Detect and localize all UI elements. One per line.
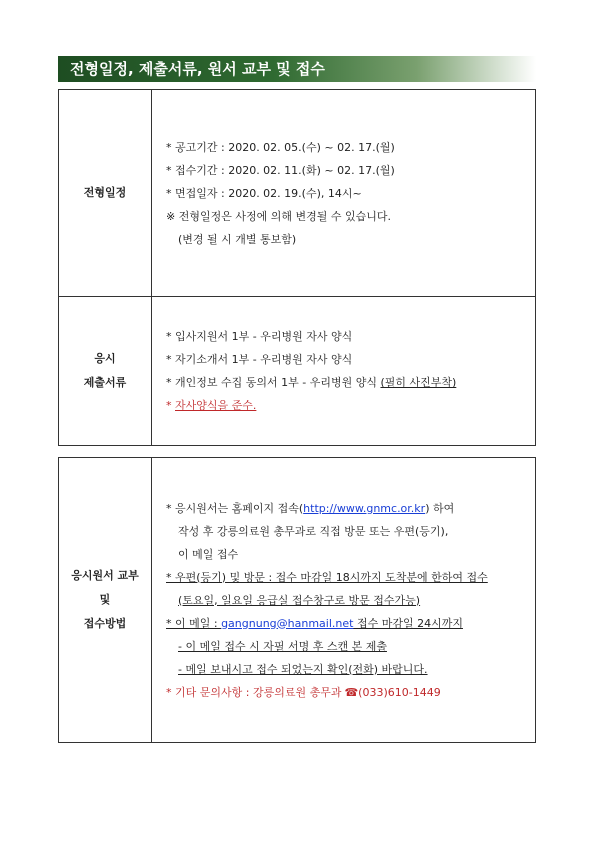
application-email-prefix: * 이 메일 : <box>166 616 222 630</box>
application-email-note: - 메일 보내시고 접수 되었는지 확인(전화) 바랍니다. <box>178 662 428 676</box>
document-note-bullet: * <box>166 399 175 412</box>
application-row <box>59 458 536 743</box>
application-email-note: - 이 메일 접수 시 자필 서명 후 스캔 본 제출 <box>178 639 387 653</box>
application-homepage-line <box>166 497 534 520</box>
schedule-note: ※ 전형일정은 사정에 의해 변경될 수 있습니다. <box>166 209 391 223</box>
documents-label-line1: 응시 <box>94 352 116 365</box>
phone-number: ☎(033)610-1449 <box>344 685 441 699</box>
schedule-line: * 면접일자 : 2020. 02. 19.(수), 14시~ <box>166 186 362 200</box>
form-compliance-note: 자사양식을 준수. <box>175 399 257 412</box>
application-label <box>59 458 152 743</box>
schedule-label-text: 전형일정 <box>83 186 127 199</box>
documents-label-line2: 제출서류 <box>83 376 127 389</box>
schedule-content <box>152 90 536 297</box>
application-email-suffix: 접수 마감일 24시까지 <box>353 616 463 630</box>
application-label-line1: 응시원서 교부 <box>71 569 139 582</box>
email-link[interactable]: gangnung@hanmail.net <box>221 616 354 630</box>
application-content <box>152 458 536 743</box>
document-item: * 자기소개서 1부 - 우리병원 자사 양식 <box>166 353 353 366</box>
section-title: 전형일정, 제출서류, 원서 교부 및 접수 <box>70 60 325 78</box>
application-mail-visit-line: * 우편(등기) 및 방문 : 접수 마감일 18시까지 도착분에 한하여 접수 <box>166 570 488 584</box>
documents-label <box>59 297 152 446</box>
application-table <box>58 457 536 743</box>
application-label-line3: 접수방법 <box>83 617 127 630</box>
document-item-text: * 개인정보 수집 동의서 1부 - 우리병원 양식 <box>166 376 381 389</box>
documents-row <box>59 297 536 446</box>
contact-text: * 기타 문의사항 : 강릉의료원 총무과 <box>166 685 342 699</box>
document-item <box>166 371 534 394</box>
application-line: 작성 후 강릉의료원 총무과로 직접 방문 또는 우편(등기), <box>178 524 449 538</box>
schedule-label <box>59 90 152 297</box>
schedule-documents-table <box>58 89 536 446</box>
section-title-banner <box>58 56 536 82</box>
application-email-line <box>166 612 534 635</box>
schedule-row <box>59 90 536 297</box>
schedule-line: * 접수기간 : 2020. 02. 11.(화) ~ 02. 17.(월) <box>166 163 395 177</box>
document-item: * 입사지원서 1부 - 우리병원 자사 양식 <box>166 330 353 343</box>
document-note <box>166 394 534 417</box>
application-weekend-line: (토요일, 일요일 응급실 접수창구로 방문 접수가능) <box>178 593 421 607</box>
photo-required-note: (필히 사진부착) <box>380 376 457 389</box>
application-line: 이 메일 접수 <box>178 547 239 561</box>
application-contact-line <box>166 681 534 704</box>
application-label-line2: 및 <box>99 593 111 606</box>
schedule-line: * 공고기간 : 2020. 02. 05.(수) ~ 02. 17.(월) <box>166 140 395 154</box>
application-homepage-prefix: * 응시원서는 홈페이지 접속( <box>166 501 304 515</box>
documents-content <box>152 297 536 446</box>
application-homepage-suffix: ) 하여 <box>425 501 455 515</box>
homepage-link[interactable]: http://www.gnmc.or.kr <box>303 501 426 515</box>
schedule-note-sub: (변경 될 시 개별 통보함) <box>178 232 297 246</box>
